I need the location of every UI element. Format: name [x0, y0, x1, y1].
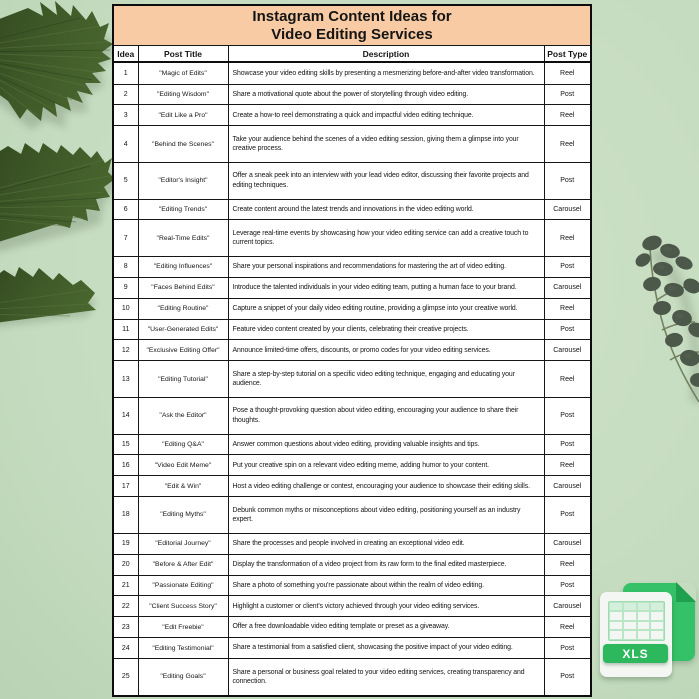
cell-post-type: Reel — [544, 554, 591, 575]
cell-post-title: "Editing Testimonial" — [138, 638, 228, 659]
cell-description: Put your creative spin on a relevant video editing meme, adding humor to your content. — [228, 455, 544, 476]
cell-post-type: Reel — [544, 361, 591, 398]
column-header-description: Description — [228, 46, 544, 63]
cell-post-title: "Exclusive Editing Offer" — [138, 340, 228, 361]
cell-post-title: "Edit Like a Pro" — [138, 105, 228, 126]
cell-post-type: Reel — [544, 298, 591, 319]
xls-file-icon[interactable] — [600, 581, 698, 681]
cell-post-type: Post — [544, 162, 591, 199]
cell-post-type: Reel — [544, 126, 591, 163]
table-row — [113, 434, 591, 455]
cell-post-title: "Client Success Story" — [138, 596, 228, 617]
spreadsheet-grid-icon — [608, 601, 665, 641]
cell-description: Share your personal inspirations and recommendations for mastering the art of video editing. — [228, 257, 544, 278]
cell-description: Pose a thought-provoking question about video editing, encouraging your audience to share their thoughts. — [228, 397, 544, 434]
cell-post-title: "Editor's Insight" — [138, 162, 228, 199]
cell-idea-number: 12 — [113, 340, 138, 361]
cell-idea-number: 20 — [113, 554, 138, 575]
cell-post-type: Reel — [544, 455, 591, 476]
cell-idea-number: 11 — [113, 319, 138, 340]
cell-description: Create content around the latest trends and innovations in the video editing world. — [228, 199, 544, 220]
cell-idea-number: 5 — [113, 162, 138, 199]
cell-idea-number: 14 — [113, 397, 138, 434]
table-row — [113, 476, 591, 497]
cell-idea-number: 23 — [113, 617, 138, 638]
cell-post-title: "Editing Routine" — [138, 298, 228, 319]
content-ideas-table — [112, 4, 592, 697]
folded-corner-icon — [676, 582, 696, 602]
cell-post-type: Carousel — [544, 596, 591, 617]
cell-idea-number: 24 — [113, 638, 138, 659]
cell-description: Share a testimonial from a satisfied client, showcasing the positive impact of your video editing. — [228, 638, 544, 659]
cell-description: Display the transformation of a video project from its raw form to the final edited masterpiece. — [228, 554, 544, 575]
table-row — [113, 319, 591, 340]
cell-post-type: Post — [544, 397, 591, 434]
cell-idea-number: 8 — [113, 257, 138, 278]
cell-description: Offer a free downloadable video editing template or preset as a giveaway. — [228, 617, 544, 638]
cell-description: Capture a snippet of your daily video editing routine, providing a glimpse into your creative world. — [228, 298, 544, 319]
cell-idea-number: 2 — [113, 84, 138, 105]
cell-post-title: "User-Generated Edits" — [138, 319, 228, 340]
cell-description: Take your audience behind the scenes of a video editing session, giving them a glimpse into your creative process. — [228, 126, 544, 163]
cell-description: Offer a sneak peek into an interview with your lead video editor, discussing their favorite projects and editing techniques. — [228, 162, 544, 199]
table-row — [113, 575, 591, 596]
cell-description: Announce limited-time offers, discounts, or promo codes for your video editing services. — [228, 340, 544, 361]
table-row — [113, 638, 591, 659]
cell-idea-number: 9 — [113, 277, 138, 298]
cell-description: Leverage real-time events by showcasing how your video editing service can add a creative touch to current topics. — [228, 220, 544, 257]
column-header-post-title: Post Title — [138, 46, 228, 63]
cell-idea-number: 17 — [113, 476, 138, 497]
cell-post-type: Post — [544, 575, 591, 596]
table-row — [113, 257, 591, 278]
table-row — [113, 497, 591, 534]
table-row — [113, 455, 591, 476]
cell-idea-number: 13 — [113, 361, 138, 398]
table-row — [113, 617, 591, 638]
column-header-idea: Idea — [113, 46, 138, 63]
cell-description: Share a step-by-step tutorial on a specific video editing technique, engaging and educating your audience. — [228, 361, 544, 398]
cell-post-title: "Before & After Edit" — [138, 554, 228, 575]
cell-post-type: Post — [544, 638, 591, 659]
table-row — [113, 62, 591, 84]
table-row — [113, 361, 591, 398]
table-row — [113, 298, 591, 319]
cell-idea-number: 1 — [113, 62, 138, 84]
cell-post-type: Reel — [544, 62, 591, 84]
cell-post-title: "Video Edit Meme" — [138, 455, 228, 476]
cell-description: Share a motivational quote about the power of storytelling through video editing. — [228, 84, 544, 105]
cell-post-title: "Real-Time Edits" — [138, 220, 228, 257]
table-row — [113, 596, 591, 617]
table-row — [113, 397, 591, 434]
cell-description: Debunk common myths or misconceptions about video editing, positioning yourself as an industry expert. — [228, 497, 544, 534]
cell-idea-number: 19 — [113, 533, 138, 554]
cell-post-title: "Editing Myths" — [138, 497, 228, 534]
cell-post-type: Reel — [544, 220, 591, 257]
cell-post-type: Reel — [544, 617, 591, 638]
cell-idea-number: 4 — [113, 126, 138, 163]
cell-idea-number: 21 — [113, 575, 138, 596]
table-row — [113, 340, 591, 361]
table-row — [113, 220, 591, 257]
table-row — [113, 658, 591, 696]
column-header-post-type: Post Type — [544, 46, 591, 63]
cell-description: Share a personal or business goal related to your video editing services, creating transparency and connection. — [228, 658, 544, 696]
cell-idea-number: 15 — [113, 434, 138, 455]
cell-idea-number: 18 — [113, 497, 138, 534]
cell-idea-number: 25 — [113, 658, 138, 696]
cell-description: Create a how-to reel demonstrating a quick and impactful video editing technique. — [228, 105, 544, 126]
cell-post-title: "Editorial Journey" — [138, 533, 228, 554]
table-row — [113, 554, 591, 575]
cell-post-type: Post — [544, 658, 591, 696]
cell-idea-number: 22 — [113, 596, 138, 617]
cell-post-title: "Editing Tutorial" — [138, 361, 228, 398]
cell-post-type: Carousel — [544, 533, 591, 554]
cell-post-title: "Editing Trends" — [138, 199, 228, 220]
cell-post-type: Post — [544, 84, 591, 105]
cell-idea-number: 3 — [113, 105, 138, 126]
cell-idea-number: 7 — [113, 220, 138, 257]
table-row — [113, 84, 591, 105]
xls-badge: XLS — [603, 644, 668, 663]
cell-post-type: Post — [544, 497, 591, 534]
title-line-2: Video Editing Services — [271, 25, 433, 43]
table-body — [113, 62, 591, 696]
cell-post-type: Post — [544, 319, 591, 340]
cell-post-title: "Magic of Edits" — [138, 62, 228, 84]
cell-post-type: Reel — [544, 105, 591, 126]
cell-post-title: "Behind the Scenes" — [138, 126, 228, 163]
cell-post-title: "Editing Influences" — [138, 257, 228, 278]
cell-post-title: "Edit & Win" — [138, 476, 228, 497]
table-row — [113, 126, 591, 163]
cell-post-title: "Edit Freebie" — [138, 617, 228, 638]
cell-post-type: Carousel — [544, 476, 591, 497]
cell-post-type: Post — [544, 434, 591, 455]
cell-post-title: "Editing Goals" — [138, 658, 228, 696]
cell-post-type: Post — [544, 257, 591, 278]
cell-post-title: "Passionate Editing" — [138, 575, 228, 596]
table-title — [113, 5, 591, 46]
cell-post-type: Carousel — [544, 199, 591, 220]
cell-post-type: Carousel — [544, 277, 591, 298]
cell-post-title: "Editing Q&A" — [138, 434, 228, 455]
table-row — [113, 105, 591, 126]
cell-description: Introduce the talented individuals in your video editing team, putting a human face to your brand. — [228, 277, 544, 298]
cell-idea-number: 10 — [113, 298, 138, 319]
table-row — [113, 199, 591, 220]
cell-post-title: "Faces Behind Edits" — [138, 277, 228, 298]
cell-description: Answer common questions about video editing, providing valuable insights and tips. — [228, 434, 544, 455]
cell-description: Showcase your video editing skills by presenting a mesmerizing before-and-after video transformation. — [228, 62, 544, 84]
xls-front-sheet — [600, 592, 672, 677]
cell-post-title: "Ask the Editor" — [138, 397, 228, 434]
cell-description: Feature video content created by your clients, celebrating their creative projects. — [228, 319, 544, 340]
table-row — [113, 162, 591, 199]
table-row — [113, 533, 591, 554]
title-line-1: Instagram Content Ideas for — [252, 8, 452, 25]
cell-description: Highlight a customer or client's victory achieved through your video editing services. — [228, 596, 544, 617]
table-row — [113, 277, 591, 298]
cell-idea-number: 16 — [113, 455, 138, 476]
cell-idea-number: 6 — [113, 199, 138, 220]
cell-post-type: Carousel — [544, 340, 591, 361]
cell-post-title: "Editing Wisdom" — [138, 84, 228, 105]
cell-description: Share the processes and people involved in creating an exceptional video edit. — [228, 533, 544, 554]
cell-description: Host a video editing challenge or contest, encouraging your audience to showcase their editing skills. — [228, 476, 544, 497]
cell-description: Share a photo of something you're passionate about within the realm of video editing. — [228, 575, 544, 596]
